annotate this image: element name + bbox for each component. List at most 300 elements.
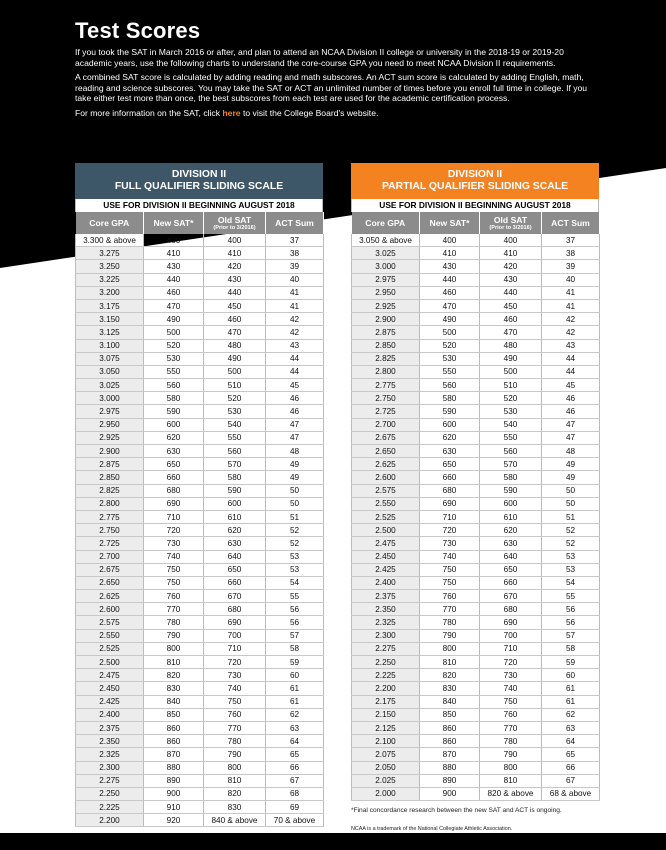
cell-core-gpa: 3.025 — [352, 247, 420, 260]
table-row — [76, 590, 324, 603]
table-row — [352, 431, 600, 444]
bottom-band — [0, 833, 666, 850]
cell-new-sat: 550 — [420, 365, 480, 378]
cell-act-sum: 65 — [266, 748, 324, 761]
cell-act-sum: 50 — [266, 484, 324, 497]
table-row — [76, 708, 324, 721]
cell-new-sat: 500 — [144, 326, 204, 339]
cell-old-sat: 550 — [480, 431, 542, 444]
partial-qualifier-grid — [351, 212, 600, 801]
cell-old-sat: 840 & above — [204, 814, 266, 827]
table-row — [76, 669, 324, 682]
col-new-sat — [420, 212, 480, 234]
cell-new-sat: 710 — [144, 510, 204, 523]
cell-core-gpa: 2.550 — [352, 497, 420, 510]
table-row — [76, 365, 324, 378]
table-row — [76, 497, 324, 510]
table-row — [352, 695, 600, 708]
cell-core-gpa: 3.100 — [76, 339, 144, 352]
cell-act-sum: 57 — [266, 629, 324, 642]
cell-act-sum: 49 — [266, 471, 324, 484]
cell-new-sat: 900 — [420, 787, 480, 800]
cell-core-gpa: 3.025 — [76, 379, 144, 392]
table-row — [76, 484, 324, 497]
cell-core-gpa: 3.150 — [76, 313, 144, 326]
table-row — [76, 273, 324, 286]
cell-new-sat: 680 — [420, 484, 480, 497]
cell-new-sat: 620 — [420, 431, 480, 444]
cell-old-sat: 790 — [480, 748, 542, 761]
cell-act-sum: 42 — [266, 313, 324, 326]
cell-core-gpa: 3.050 — [76, 365, 144, 378]
cell-old-sat: 800 — [204, 761, 266, 774]
cell-core-gpa: 2.900 — [76, 445, 144, 458]
table-row — [352, 642, 600, 655]
cell-old-sat: 560 — [480, 445, 542, 458]
cell-core-gpa: 2.425 — [76, 695, 144, 708]
table-row — [76, 260, 324, 273]
table-row — [76, 801, 324, 814]
table-row — [352, 379, 600, 392]
table-row — [76, 603, 324, 616]
col-note: (Prior to 3/2016) — [213, 224, 256, 231]
cell-old-sat: 620 — [204, 524, 266, 537]
col-core-gpa — [76, 212, 144, 234]
cell-act-sum: 50 — [542, 484, 600, 497]
cell-new-sat: 650 — [144, 458, 204, 471]
cell-new-sat: 820 — [144, 669, 204, 682]
table-row — [76, 445, 324, 458]
header-row — [76, 212, 324, 234]
cell-new-sat: 410 — [420, 247, 480, 260]
cell-act-sum: 65 — [542, 748, 600, 761]
intro-paragraph: If you took the SAT in March 2016 or after, and plan to attend an NCAA Division II college or university in the 2018-19 or 2019-20 academic years, use the following charts to understand the core-course GPA you need to meet NCAA Division II requirements. — [75, 47, 564, 68]
table-row — [76, 352, 324, 365]
cell-act-sum: 49 — [542, 471, 600, 484]
cell-core-gpa: 2.575 — [76, 616, 144, 629]
cell-new-sat: 770 — [144, 603, 204, 616]
cell-act-sum: 46 — [266, 392, 324, 405]
cell-new-sat: 560 — [144, 379, 204, 392]
table-row — [76, 537, 324, 550]
cell-act-sum: 52 — [542, 524, 600, 537]
cell-act-sum: 41 — [266, 299, 324, 312]
cell-new-sat: 690 — [144, 497, 204, 510]
table-row — [352, 563, 600, 576]
table-row — [352, 313, 600, 326]
cell-new-sat: 790 — [144, 629, 204, 642]
cell-new-sat: 550 — [144, 365, 204, 378]
table-row — [76, 550, 324, 563]
table-row — [352, 761, 600, 774]
college-board-link[interactable]: here — [222, 107, 241, 118]
col-act-sum — [542, 212, 600, 234]
cell-old-sat: 790 — [204, 748, 266, 761]
cell-act-sum: 47 — [542, 418, 600, 431]
cell-old-sat: 510 — [204, 379, 266, 392]
cell-act-sum: 53 — [266, 563, 324, 576]
cell-core-gpa: 2.000 — [352, 787, 420, 800]
cell-new-sat: 580 — [144, 392, 204, 405]
cell-act-sum: 62 — [266, 708, 324, 721]
cell-new-sat: 830 — [144, 682, 204, 695]
cell-core-gpa: 2.675 — [352, 431, 420, 444]
cell-core-gpa: 2.025 — [352, 774, 420, 787]
cell-core-gpa: 2.400 — [352, 576, 420, 589]
cell-core-gpa: 2.875 — [76, 458, 144, 471]
cell-new-sat: 880 — [144, 761, 204, 774]
cell-act-sum: 42 — [266, 326, 324, 339]
table-row — [76, 326, 324, 339]
cell-old-sat: 670 — [480, 590, 542, 603]
full-qualifier-table — [75, 163, 323, 827]
cell-act-sum: 44 — [542, 365, 600, 378]
table-row — [76, 616, 324, 629]
cell-act-sum: 41 — [266, 286, 324, 299]
cell-old-sat: 450 — [480, 299, 542, 312]
cell-old-sat: 510 — [480, 379, 542, 392]
cell-new-sat: 890 — [144, 774, 204, 787]
cell-new-sat: 590 — [420, 405, 480, 418]
col-label: ACT Sum — [551, 217, 590, 228]
cell-act-sum: 42 — [542, 326, 600, 339]
table-row — [76, 299, 324, 312]
cell-new-sat: 520 — [420, 339, 480, 352]
cell-old-sat: 710 — [204, 642, 266, 655]
cell-act-sum: 58 — [542, 642, 600, 655]
cell-new-sat: 660 — [420, 471, 480, 484]
cell-core-gpa: 3.175 — [76, 299, 144, 312]
cell-core-gpa: 2.625 — [352, 458, 420, 471]
table-row — [76, 524, 324, 537]
cell-core-gpa: 2.750 — [352, 392, 420, 405]
cell-core-gpa: 3.000 — [352, 260, 420, 273]
table-row — [76, 339, 324, 352]
cell-core-gpa: 3.050 & above — [352, 234, 420, 247]
col-label: Old SAT — [217, 214, 252, 225]
cell-old-sat: 400 — [480, 234, 542, 247]
cell-new-sat: 440 — [144, 273, 204, 286]
cell-old-sat: 610 — [480, 510, 542, 523]
cell-act-sum: 60 — [266, 669, 324, 682]
cell-core-gpa: 2.300 — [352, 629, 420, 642]
cell-old-sat: 720 — [480, 656, 542, 669]
cell-act-sum: 56 — [542, 603, 600, 616]
cell-new-sat: 800 — [144, 642, 204, 655]
cell-act-sum: 63 — [266, 721, 324, 734]
cell-core-gpa: 3.000 — [76, 392, 144, 405]
cell-old-sat: 500 — [480, 365, 542, 378]
cell-old-sat: 500 — [204, 365, 266, 378]
cell-old-sat: 690 — [480, 616, 542, 629]
table-row — [352, 510, 600, 523]
cell-old-sat: 680 — [480, 603, 542, 616]
cell-new-sat: 910 — [144, 801, 204, 814]
col-core-gpa — [352, 212, 420, 234]
cell-core-gpa: 2.700 — [352, 418, 420, 431]
cell-old-sat: 670 — [204, 590, 266, 603]
cell-new-sat: 860 — [144, 721, 204, 734]
cell-act-sum: 56 — [266, 616, 324, 629]
table-row — [76, 814, 324, 827]
cell-old-sat: 430 — [480, 273, 542, 286]
cell-act-sum: 52 — [266, 537, 324, 550]
col-note: (Prior to 3/2016) — [489, 224, 532, 231]
cell-core-gpa: 2.725 — [76, 537, 144, 550]
cell-old-sat: 720 — [204, 656, 266, 669]
col-label: ACT Sum — [275, 217, 314, 228]
cell-new-sat: 460 — [144, 286, 204, 299]
cell-core-gpa: 2.350 — [352, 603, 420, 616]
cell-core-gpa: 2.800 — [76, 497, 144, 510]
cell-old-sat: 640 — [480, 550, 542, 563]
cell-act-sum: 67 — [266, 774, 324, 787]
cell-core-gpa: 2.075 — [352, 748, 420, 761]
cell-core-gpa: 3.225 — [76, 273, 144, 286]
cell-old-sat: 830 — [204, 801, 266, 814]
cell-act-sum: 61 — [542, 695, 600, 708]
cell-old-sat: 400 — [204, 234, 266, 247]
cell-act-sum: 70 & above — [266, 814, 324, 827]
cell-core-gpa: 2.650 — [352, 445, 420, 458]
cell-act-sum: 41 — [542, 299, 600, 312]
cell-act-sum: 47 — [266, 431, 324, 444]
table-row — [76, 761, 324, 774]
cell-act-sum: 49 — [266, 458, 324, 471]
cell-act-sum: 49 — [542, 458, 600, 471]
partial-qualifier-banner — [351, 163, 599, 199]
cell-old-sat: 490 — [480, 352, 542, 365]
cell-new-sat: 710 — [420, 510, 480, 523]
cell-core-gpa: 2.450 — [352, 550, 420, 563]
table-row — [76, 735, 324, 748]
cell-old-sat: 420 — [480, 260, 542, 273]
cell-new-sat: 400 — [420, 234, 480, 247]
cell-old-sat: 750 — [204, 695, 266, 708]
cell-old-sat: 590 — [480, 484, 542, 497]
cell-new-sat: 680 — [144, 484, 204, 497]
cell-old-sat: 600 — [480, 497, 542, 510]
cell-act-sum: 64 — [542, 735, 600, 748]
cell-new-sat: 880 — [420, 761, 480, 774]
cell-act-sum: 41 — [542, 286, 600, 299]
header — [75, 18, 595, 123]
table-row — [76, 431, 324, 444]
cell-act-sum: 44 — [266, 352, 324, 365]
cell-old-sat: 530 — [480, 405, 542, 418]
cell-new-sat: 740 — [420, 550, 480, 563]
cell-act-sum: 67 — [542, 774, 600, 787]
cell-core-gpa: 2.400 — [76, 708, 144, 721]
cell-old-sat: 650 — [204, 563, 266, 576]
cell-old-sat: 530 — [204, 405, 266, 418]
cell-old-sat: 490 — [204, 352, 266, 365]
cell-act-sum: 69 — [266, 801, 324, 814]
cell-new-sat: 780 — [144, 616, 204, 629]
cell-new-sat: 850 — [144, 708, 204, 721]
cell-old-sat: 820 — [204, 787, 266, 800]
col-old-sat — [480, 212, 542, 234]
cell-core-gpa: 2.175 — [352, 695, 420, 708]
table-row — [352, 748, 600, 761]
cell-new-sat: 760 — [420, 590, 480, 603]
cell-old-sat: 440 — [480, 286, 542, 299]
cell-act-sum: 37 — [542, 234, 600, 247]
cell-act-sum: 63 — [542, 721, 600, 734]
cell-core-gpa: 3.200 — [76, 286, 144, 299]
table-row — [352, 471, 600, 484]
cell-old-sat: 470 — [480, 326, 542, 339]
cell-act-sum: 46 — [542, 405, 600, 418]
cell-act-sum: 46 — [266, 405, 324, 418]
table-row — [352, 656, 600, 669]
table-row — [352, 576, 600, 589]
cell-old-sat: 750 — [480, 695, 542, 708]
table-row — [76, 682, 324, 695]
table-row — [352, 616, 600, 629]
cell-act-sum: 59 — [542, 656, 600, 669]
cell-new-sat: 580 — [420, 392, 480, 405]
cell-act-sum: 47 — [542, 431, 600, 444]
table-row — [76, 392, 324, 405]
cell-old-sat: 580 — [480, 471, 542, 484]
table-row — [76, 510, 324, 523]
table-row — [76, 787, 324, 800]
table-row — [352, 484, 600, 497]
cell-core-gpa: 2.525 — [76, 642, 144, 655]
cell-core-gpa: 2.725 — [352, 405, 420, 418]
cell-act-sum: 40 — [542, 273, 600, 286]
cell-core-gpa: 2.975 — [352, 273, 420, 286]
banner-line1: DIVISION II — [447, 169, 503, 180]
table-row — [76, 247, 324, 260]
cell-new-sat: 750 — [144, 563, 204, 576]
cell-old-sat: 480 — [480, 339, 542, 352]
cell-new-sat: 860 — [144, 735, 204, 748]
cell-new-sat: 770 — [420, 603, 480, 616]
table-row — [352, 524, 600, 537]
table-row — [352, 669, 600, 682]
cell-core-gpa: 2.475 — [352, 537, 420, 550]
table-row — [76, 418, 324, 431]
cell-act-sum: 44 — [266, 365, 324, 378]
cell-core-gpa: 2.975 — [76, 405, 144, 418]
cell-old-sat: 540 — [204, 418, 266, 431]
cell-act-sum: 51 — [266, 510, 324, 523]
banner-line1: DIVISION II — [171, 169, 227, 180]
cell-old-sat: 480 — [204, 339, 266, 352]
cell-new-sat: 520 — [144, 339, 204, 352]
full-qualifier-banner — [75, 163, 323, 199]
page-title: Test Scores — [75, 18, 201, 43]
table-row — [352, 339, 600, 352]
cell-core-gpa: 2.250 — [352, 656, 420, 669]
cell-act-sum: 54 — [542, 576, 600, 589]
table-row — [352, 247, 600, 260]
cell-old-sat: 690 — [204, 616, 266, 629]
table-row — [352, 299, 600, 312]
table-row — [76, 748, 324, 761]
cell-core-gpa: 3.250 — [76, 260, 144, 273]
cell-core-gpa: 2.775 — [76, 510, 144, 523]
cell-old-sat: 730 — [480, 669, 542, 682]
cell-old-sat: 810 — [480, 774, 542, 787]
cell-new-sat: 630 — [420, 445, 480, 458]
table-row — [352, 458, 600, 471]
cell-act-sum: 61 — [266, 682, 324, 695]
table-row — [76, 629, 324, 642]
cell-old-sat: 760 — [480, 708, 542, 721]
cell-new-sat: 440 — [420, 273, 480, 286]
cell-act-sum: 50 — [542, 497, 600, 510]
cell-core-gpa: 2.575 — [352, 484, 420, 497]
cell-new-sat: 830 — [420, 682, 480, 695]
cell-new-sat: 900 — [144, 787, 204, 800]
cell-new-sat: 810 — [144, 656, 204, 669]
cell-core-gpa: 2.125 — [352, 721, 420, 734]
cell-core-gpa: 2.500 — [76, 656, 144, 669]
concordance-footnote: *Final concordance research between the new SAT and ACT is ongoing. — [351, 807, 562, 815]
cell-core-gpa: 2.200 — [352, 682, 420, 695]
col-label: New SAT* — [153, 217, 194, 228]
cell-act-sum: 68 — [266, 787, 324, 800]
table-row — [76, 286, 324, 299]
cell-new-sat: 740 — [144, 550, 204, 563]
cell-new-sat: 630 — [144, 445, 204, 458]
cell-act-sum: 40 — [266, 273, 324, 286]
cell-core-gpa: 2.600 — [76, 603, 144, 616]
table-row — [352, 326, 600, 339]
cell-new-sat: 690 — [420, 497, 480, 510]
cell-core-gpa: 2.675 — [76, 563, 144, 576]
info-text: For more information on the SAT, click — [75, 107, 223, 118]
cell-act-sum: 45 — [542, 379, 600, 392]
cell-act-sum: 52 — [266, 524, 324, 537]
table-row — [352, 392, 600, 405]
score-paragraph: A combined SAT score is calculated by adding reading and math subscores. An ACT sum score is calculated by adding English, math, reading and science subscores. You may take the SAT or ACT an unlimited number of times before you enroll full time in college. If you take either test more than once, the best subscores from each test are used for the academic certification process. — [75, 72, 588, 104]
table-row — [352, 352, 600, 365]
cell-act-sum: 48 — [266, 445, 324, 458]
cell-core-gpa: 2.950 — [76, 418, 144, 431]
cell-core-gpa: 2.700 — [76, 550, 144, 563]
cell-old-sat: 410 — [480, 247, 542, 260]
table-row — [76, 576, 324, 589]
cell-new-sat: 800 — [420, 642, 480, 655]
cell-act-sum: 39 — [542, 260, 600, 273]
table-row — [352, 497, 600, 510]
cell-new-sat: 750 — [420, 576, 480, 589]
cell-core-gpa: 2.775 — [352, 379, 420, 392]
col-label: Core GPA — [365, 217, 406, 228]
cell-core-gpa: 2.875 — [352, 326, 420, 339]
cell-new-sat: 530 — [144, 352, 204, 365]
cell-old-sat: 680 — [204, 603, 266, 616]
cell-core-gpa: 2.800 — [352, 365, 420, 378]
cell-new-sat: 490 — [420, 313, 480, 326]
cell-old-sat: 620 — [480, 524, 542, 537]
cell-act-sum: 38 — [542, 247, 600, 260]
cell-old-sat: 520 — [480, 392, 542, 405]
cell-new-sat: 660 — [144, 471, 204, 484]
cell-core-gpa: 2.650 — [76, 576, 144, 589]
cell-new-sat: 460 — [420, 286, 480, 299]
cell-old-sat: 660 — [204, 576, 266, 589]
cell-core-gpa: 2.850 — [352, 339, 420, 352]
table-row — [76, 379, 324, 392]
cell-new-sat: 850 — [420, 708, 480, 721]
cell-new-sat: 920 — [144, 814, 204, 827]
cell-old-sat: 630 — [204, 537, 266, 550]
